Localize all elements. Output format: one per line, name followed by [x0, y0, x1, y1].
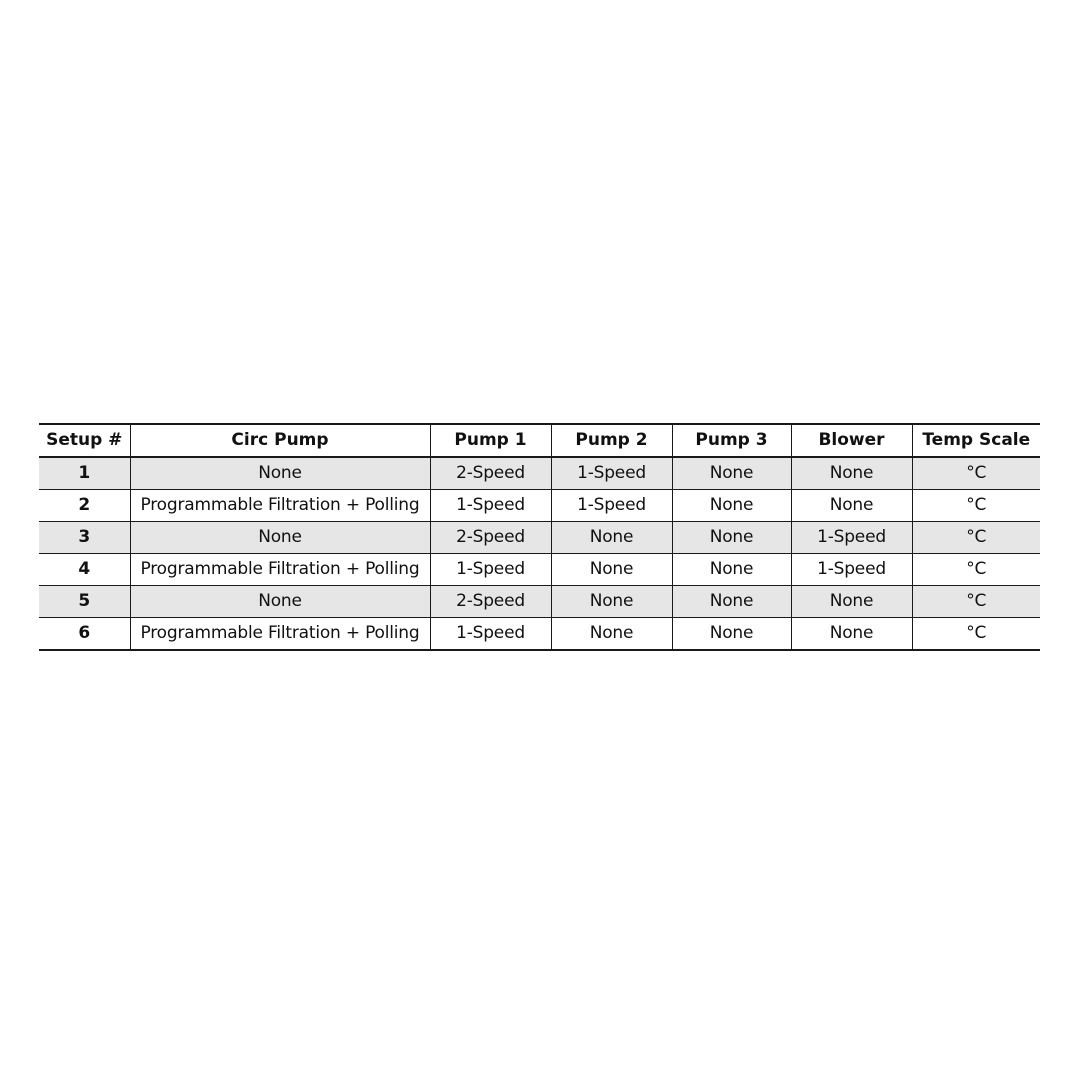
cell-setup: 4 [39, 554, 130, 586]
cell-temp-scale: °C [912, 554, 1040, 586]
cell-pump-3: None [672, 618, 791, 651]
table-row [39, 490, 1040, 522]
cell-blower: None [791, 618, 912, 651]
header-pump-1: Pump 1 [430, 424, 551, 457]
cell-blower: 1-Speed [791, 522, 912, 554]
cell-pump-1: 2-Speed [430, 457, 551, 490]
cell-pump-1: 1-Speed [430, 618, 551, 651]
cell-setup: 3 [39, 522, 130, 554]
cell-pump-3: None [672, 554, 791, 586]
cell-pump-2: 1-Speed [551, 457, 672, 490]
header-temp-scale: Temp Scale [912, 424, 1040, 457]
cell-setup: 1 [39, 457, 130, 490]
cell-temp-scale: °C [912, 490, 1040, 522]
cell-pump-2: None [551, 522, 672, 554]
cell-circ-pump: None [130, 522, 430, 554]
cell-pump-2: None [551, 586, 672, 618]
cell-pump-3: None [672, 586, 791, 618]
cell-temp-scale: °C [912, 618, 1040, 651]
table-row [39, 586, 1040, 618]
cell-blower: 1-Speed [791, 554, 912, 586]
cell-circ-pump: None [130, 586, 430, 618]
cell-circ-pump: Programmable Filtration + Polling [130, 490, 430, 522]
cell-pump-3: None [672, 490, 791, 522]
cell-pump-2: None [551, 554, 672, 586]
header-pump-3: Pump 3 [672, 424, 791, 457]
cell-blower: None [791, 586, 912, 618]
header-pump-2: Pump 2 [551, 424, 672, 457]
cell-pump-1: 1-Speed [430, 554, 551, 586]
cell-circ-pump: Programmable Filtration + Polling [130, 554, 430, 586]
table-row [39, 554, 1040, 586]
cell-pump-2: 1-Speed [551, 490, 672, 522]
table-header-row [39, 424, 1040, 457]
header-setup: Setup # [39, 424, 130, 457]
cell-circ-pump: Programmable Filtration + Polling [130, 618, 430, 651]
header-blower: Blower [791, 424, 912, 457]
table-row [39, 522, 1040, 554]
cell-setup: 5 [39, 586, 130, 618]
cell-circ-pump: None [130, 457, 430, 490]
cell-temp-scale: °C [912, 522, 1040, 554]
cell-temp-scale: °C [912, 457, 1040, 490]
cell-pump-1: 2-Speed [430, 522, 551, 554]
cell-setup: 6 [39, 618, 130, 651]
cell-pump-3: None [672, 457, 791, 490]
cell-pump-1: 1-Speed [430, 490, 551, 522]
cell-pump-2: None [551, 618, 672, 651]
cell-setup: 2 [39, 490, 130, 522]
cell-temp-scale: °C [912, 586, 1040, 618]
cell-blower: None [791, 490, 912, 522]
header-circ-pump: Circ Pump [130, 424, 430, 457]
cell-pump-3: None [672, 522, 791, 554]
cell-blower: None [791, 457, 912, 490]
table-row [39, 618, 1040, 651]
setup-table [39, 423, 1040, 651]
cell-pump-1: 2-Speed [430, 586, 551, 618]
table-row [39, 457, 1040, 490]
